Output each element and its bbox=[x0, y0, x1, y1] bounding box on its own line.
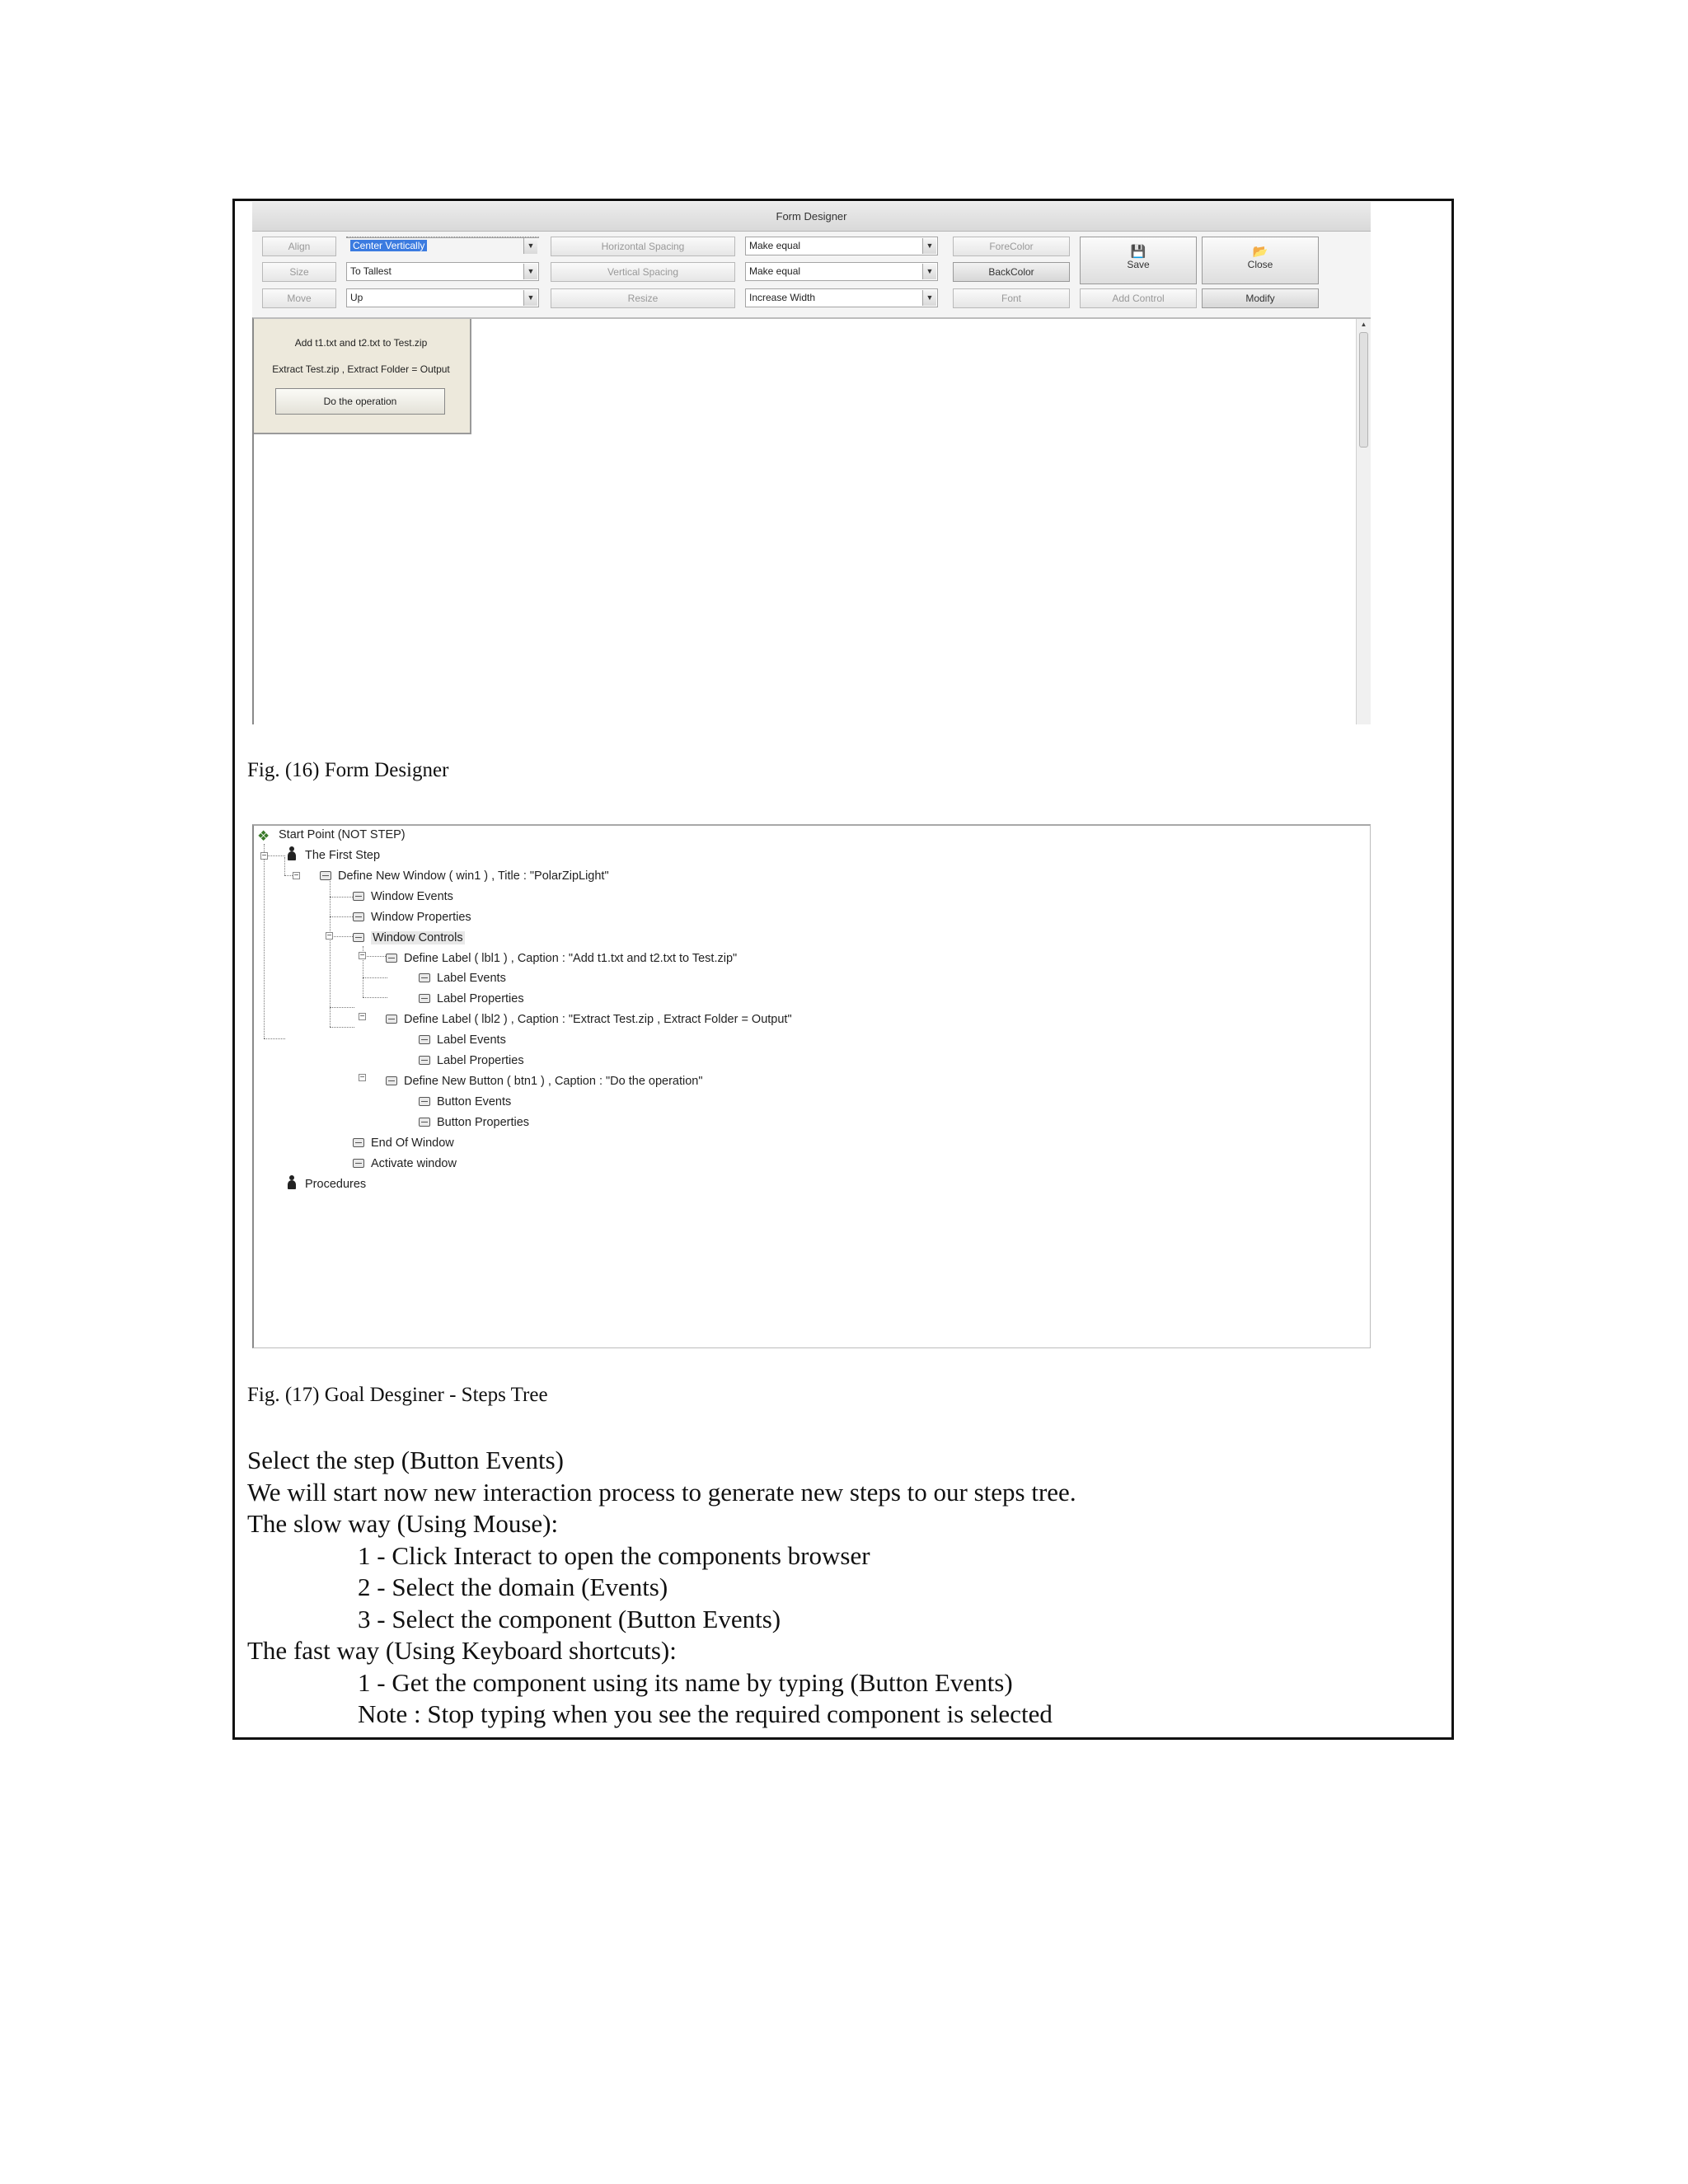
tree-line bbox=[330, 936, 354, 937]
collapse-toggle[interactable]: − bbox=[326, 931, 332, 940]
preview-operation-button[interactable]: Do the operation bbox=[275, 388, 445, 415]
close-label: Close bbox=[1247, 259, 1273, 270]
scroll-thumb[interactable] bbox=[1359, 332, 1368, 448]
move-select-value: Up bbox=[350, 292, 363, 303]
move-button[interactable]: Move bbox=[262, 288, 336, 308]
step-icon bbox=[287, 1175, 297, 1190]
tree-node-button-properties[interactable]: Button Properties bbox=[419, 1113, 529, 1132]
collapse-toggle[interactable]: − bbox=[359, 951, 365, 960]
save-label: Save bbox=[1127, 259, 1150, 270]
tree-line bbox=[363, 956, 387, 957]
component-icon bbox=[386, 954, 397, 963]
align-button[interactable]: Align bbox=[262, 237, 336, 256]
figure-17-caption: Fig. (17) Goal Desginer - Steps Tree bbox=[247, 1384, 548, 1406]
tree-line bbox=[264, 1038, 285, 1039]
tree-line bbox=[363, 977, 387, 978]
size-select[interactable] bbox=[346, 262, 539, 281]
resize-select[interactable] bbox=[745, 288, 938, 307]
close-button[interactable] bbox=[1202, 237, 1319, 284]
start-point-icon: ❖ bbox=[257, 828, 270, 844]
tree-node-define-label-2[interactable]: Define Label ( lbl2 ) , Caption : "Extract Test.zip , Extract Folder = Output" bbox=[386, 1010, 792, 1029]
component-icon bbox=[419, 1097, 430, 1106]
tree-line bbox=[330, 1027, 354, 1028]
component-icon bbox=[386, 1076, 397, 1085]
align-select-value: Center Vertically bbox=[350, 240, 427, 251]
tree-node-label-1-properties[interactable]: Label Properties bbox=[419, 990, 524, 1008]
text-line: 1 - Get the component using its name by typing (Button Events) bbox=[358, 1667, 1013, 1697]
step-icon bbox=[287, 846, 297, 861]
tree-node-define-button[interactable]: Define New Button ( btn1 ) , Caption : "Do the operation" bbox=[386, 1072, 703, 1090]
chevron-down-icon: ▼ bbox=[922, 238, 936, 254]
instructions-text bbox=[247, 1445, 1076, 1731]
forecolor-button[interactable]: ForeColor bbox=[953, 237, 1070, 256]
tree-node-label-1-events[interactable]: Label Events bbox=[419, 969, 506, 987]
tree-node-define-label-1[interactable]: Define Label ( lbl1 ) , Caption : "Add t1.txt and t2.txt to Test.zip" bbox=[386, 949, 737, 968]
vertical-scrollbar[interactable] bbox=[1356, 319, 1371, 724]
form-designer-screenshot bbox=[252, 202, 1371, 724]
tree-node-window-controls[interactable]: Window Controls bbox=[353, 929, 465, 947]
tree-node-procedures[interactable]: Procedures bbox=[287, 1175, 366, 1193]
text-line: 3 - Select the component (Button Events) bbox=[358, 1604, 781, 1633]
vertical-spacing-value: Make equal bbox=[749, 265, 801, 277]
text-line: Select the step (Button Events) bbox=[247, 1446, 564, 1474]
tree-node-button-events[interactable]: Button Events bbox=[419, 1093, 511, 1111]
tree-line bbox=[330, 916, 354, 917]
horizontal-spacing-value: Make equal bbox=[749, 240, 801, 251]
tree-line bbox=[330, 897, 354, 898]
figure-16-caption: Fig. (16) Form Designer bbox=[247, 759, 449, 781]
component-icon bbox=[419, 1035, 430, 1044]
tree-node-define-window[interactable]: Define New Window ( win1 ) , Title : "PolarZipLight" bbox=[320, 867, 609, 885]
horizontal-spacing-select[interactable] bbox=[745, 237, 938, 255]
save-button[interactable] bbox=[1080, 237, 1197, 284]
component-icon bbox=[353, 912, 364, 921]
tree-line bbox=[330, 1007, 354, 1008]
chevron-down-icon: ▼ bbox=[523, 290, 537, 306]
move-select[interactable] bbox=[346, 288, 539, 307]
backcolor-button[interactable]: BackColor bbox=[953, 262, 1070, 282]
component-icon bbox=[386, 1015, 397, 1024]
chevron-down-icon: ▼ bbox=[523, 238, 537, 254]
text-line: Note : Stop typing when you see the required component is selected bbox=[358, 1699, 1053, 1728]
align-select[interactable] bbox=[346, 237, 539, 251]
horizontal-spacing-button[interactable]: Horizontal Spacing bbox=[551, 237, 735, 256]
tree-line bbox=[363, 997, 387, 998]
tree-node-window-properties[interactable]: Window Properties bbox=[353, 908, 471, 926]
component-icon bbox=[353, 1138, 364, 1147]
collapse-toggle[interactable]: − bbox=[359, 1073, 365, 1082]
tree-line bbox=[330, 877, 331, 1027]
floppy-disk-icon: 💾 bbox=[1130, 245, 1146, 259]
text-line: 1 - Click Interact to open the components browser bbox=[358, 1540, 870, 1570]
text-line: The slow way (Using Mouse): bbox=[247, 1509, 559, 1538]
tree-node-first-step[interactable]: The First Step bbox=[287, 846, 380, 865]
steps-tree bbox=[252, 824, 1371, 1348]
folder-open-icon: 📂 bbox=[1252, 245, 1268, 259]
component-icon bbox=[419, 1118, 430, 1127]
resize-button[interactable]: Resize bbox=[551, 288, 735, 308]
tree-node-end-of-window[interactable]: End Of Window bbox=[353, 1134, 454, 1152]
tree-node-label-2-properties[interactable]: Label Properties bbox=[419, 1052, 524, 1070]
scroll-up-icon[interactable]: ▲ bbox=[1360, 321, 1367, 328]
tree-line bbox=[284, 857, 285, 875]
font-button[interactable]: Font bbox=[953, 288, 1070, 308]
component-icon bbox=[320, 871, 331, 880]
size-button[interactable]: Size bbox=[262, 262, 336, 282]
text-line: 2 - Select the domain (Events) bbox=[358, 1572, 668, 1601]
modify-button[interactable]: Modify bbox=[1202, 288, 1319, 308]
text-line: We will start now new interaction process to generate new steps to our steps tree. bbox=[247, 1477, 1076, 1507]
tree-node-activate-window[interactable]: Activate window bbox=[353, 1155, 457, 1173]
collapse-toggle[interactable]: − bbox=[293, 871, 299, 880]
component-icon bbox=[419, 994, 430, 1003]
tree-node-start-point[interactable]: ❖ Start Point (NOT STEP) bbox=[257, 828, 406, 844]
chevron-down-icon: ▼ bbox=[922, 264, 936, 279]
tree-node-window-events[interactable]: Window Events bbox=[353, 888, 453, 906]
vertical-spacing-select[interactable] bbox=[745, 262, 938, 281]
tree-node-label-2-events[interactable]: Label Events bbox=[419, 1031, 506, 1049]
chevron-down-icon: ▼ bbox=[523, 264, 537, 279]
component-icon bbox=[353, 933, 364, 942]
component-icon bbox=[419, 1056, 430, 1065]
resize-value: Increase Width bbox=[749, 292, 816, 303]
form-preview-window[interactable] bbox=[254, 319, 471, 434]
text-line: The fast way (Using Keyboard shortcuts): bbox=[247, 1636, 677, 1665]
vertical-spacing-button[interactable]: Vertical Spacing bbox=[551, 262, 735, 282]
window-title: Form Designer bbox=[252, 202, 1371, 232]
collapse-toggle[interactable]: − bbox=[359, 1012, 365, 1021]
component-icon bbox=[353, 1159, 364, 1168]
preview-label-1[interactable]: Add t1.txt and t2.txt to Test.zip bbox=[294, 337, 428, 349]
preview-label-2[interactable]: Extract Test.zip , Extract Folder = Output bbox=[272, 363, 450, 375]
collapse-toggle[interactable]: − bbox=[261, 851, 267, 860]
design-canvas[interactable] bbox=[252, 317, 1371, 724]
add-control-button[interactable]: Add Control bbox=[1080, 288, 1197, 308]
component-icon bbox=[419, 973, 430, 982]
component-icon bbox=[353, 892, 364, 901]
chevron-down-icon: ▼ bbox=[922, 290, 936, 306]
tree-line bbox=[264, 844, 265, 1038]
size-select-value: To Tallest bbox=[350, 265, 392, 277]
